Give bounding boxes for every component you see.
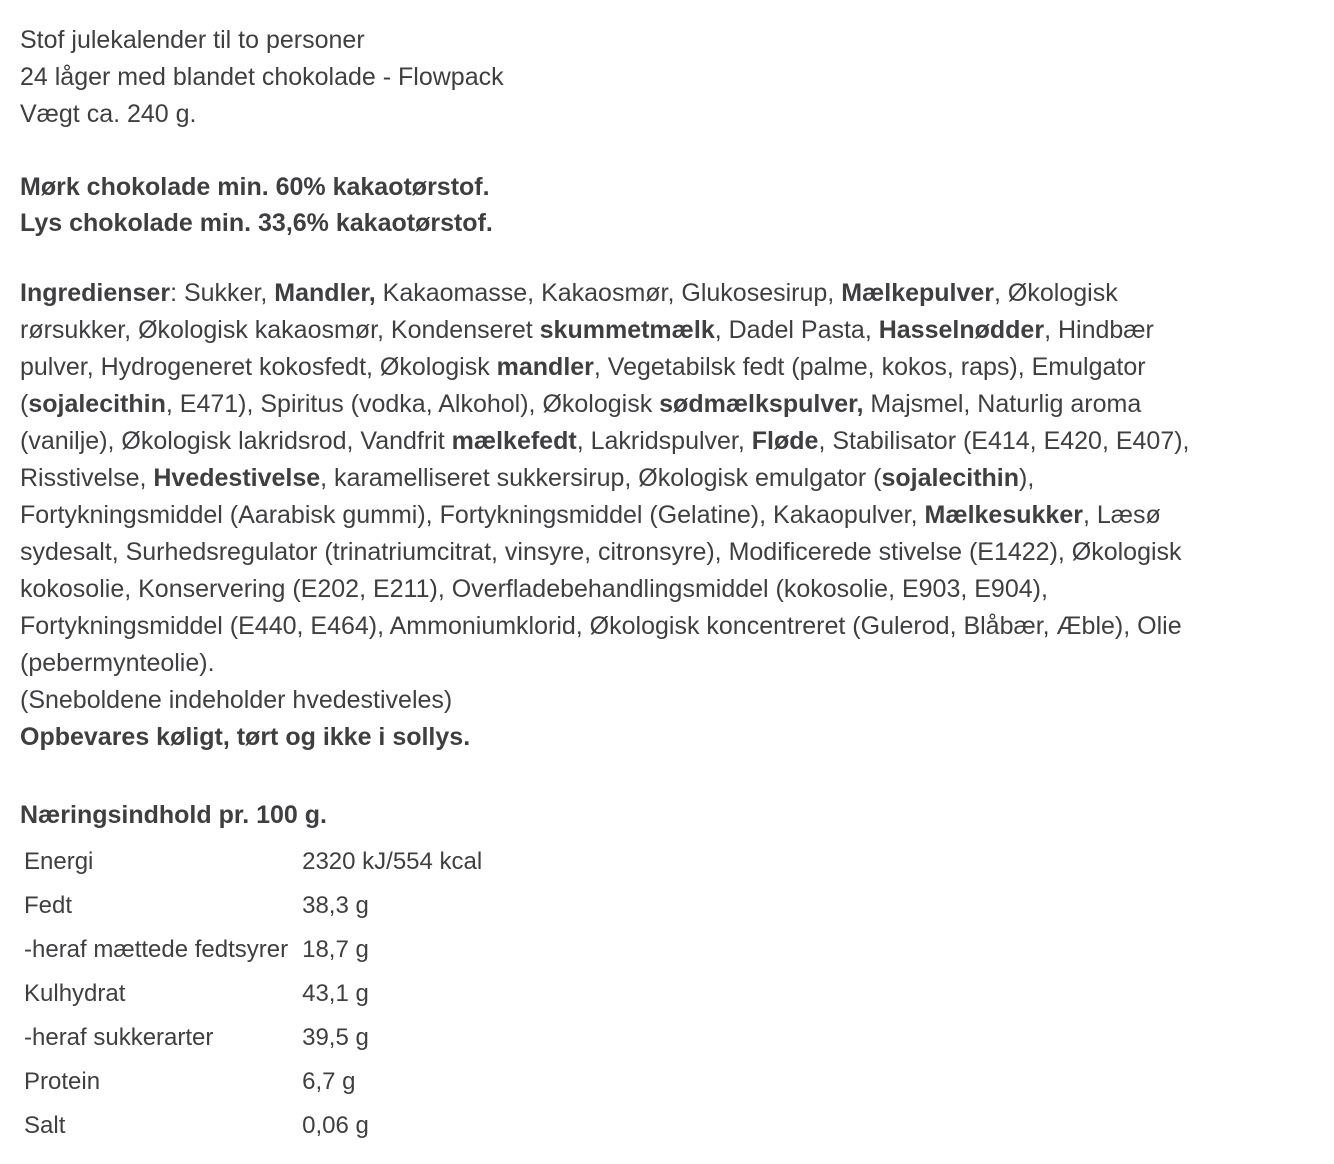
nutrition-label: Protein: [24, 1068, 101, 1095]
table-row: [20, 1104, 482, 1148]
ingredient-text: , E471), Spiritus (vodka, Alkohol), Økologisk: [165, 390, 660, 418]
allergen-term: Mandler,: [274, 279, 376, 307]
allergen-term: sojalecithin: [28, 390, 166, 418]
ingredient-text: , Læsø sydesalt, Surhedsregulator (trinatriumcitrat, vinsyre, citronsyre), Modificerede stivelse (E1422), Økologisk kokosolie, Konservering (E202, E211), Overfladebehandlingsmiddel (kokosolie, E903, E904), Fortykningsmiddel (E440, E464), Ammoniumklorid, Økologisk koncentreret (Gulerod, Blåbær, Æble), Olie (pebermynteolie).: [20, 501, 1182, 677]
ingredients-separator: :: [170, 279, 184, 307]
allergen-term: mandler: [496, 353, 594, 381]
table-row: [20, 884, 482, 928]
allergen-term: Fløde: [751, 427, 819, 455]
product-intro: [20, 22, 1220, 133]
ingredient-text: , karamelliseret sukkersirup, Økologisk emulgator (: [320, 464, 882, 492]
ingredient-text: , Vegetabilsk fedt (palme, kokos, raps), Emulgator (: [20, 353, 1146, 418]
allergen-term: sojalecithin: [881, 464, 1020, 492]
table-row: [20, 840, 482, 884]
nutrition-table: [20, 840, 482, 1148]
table-row: [20, 1060, 482, 1104]
nutrition-title: Næringsindhold pr. 100 g.: [20, 801, 327, 829]
product-contents-line: 24 låger med blandet chokolade - Flowpack: [20, 63, 504, 91]
nutrition-value: 38,3 g: [302, 892, 369, 919]
ingredient-text: , Økologisk rørsukker, Økologisk kakaosmør, Kondenseret: [20, 279, 1118, 344]
ingredient-text: , Dadel Pasta,: [714, 316, 879, 344]
ingredient-text: Kakaomasse, Kakaosmør, Glukosesirup,: [375, 279, 842, 307]
dark-chocolate-claim: Mørk chokolade min. 60% kakaotørstof.: [20, 173, 490, 201]
ingredients-paragraph: [20, 275, 1216, 682]
nutrition-label: -heraf sukkerarter: [24, 1024, 214, 1051]
product-title: Stof julekalender til to personer: [20, 26, 365, 54]
nutrition-label: -heraf mættede fedtsyrer: [24, 936, 289, 963]
ingredient-text: , Stabilisator (E414, E420, E407), Risstivelse,: [20, 427, 1190, 492]
allergen-term: Hasselnødder: [878, 316, 1045, 344]
nutrition-value: 39,5 g: [302, 1024, 369, 1051]
spacer-before-nutrition: [20, 756, 1314, 798]
ingredients-heading: Ingredienser: [20, 279, 171, 307]
allergen-term: sødmælkspulver,: [659, 390, 864, 418]
ingredient-text: ), Fortykningsmiddel (Aarabisk gummi), Fortykningsmiddel (Gelatine), Kakaopulver,: [20, 464, 1035, 529]
nutrition-value: 18,7 g: [302, 936, 369, 963]
light-chocolate-claim: Lys chokolade min. 33,6% kakaotørstof.: [20, 209, 493, 237]
nutrition-label: Fedt: [24, 892, 73, 919]
ingredient-text: Majsmel, Naturlig aroma (vanilje), Økologisk lakridsrod, Vandfrit: [20, 390, 1142, 455]
storage-instruction: Opbevares køligt, tørt og ikke i sollys.: [20, 723, 471, 751]
ingredient-text: , Hindbær pulver, Hydrogeneret kokosfedt, Økologisk: [20, 316, 1154, 381]
allergen-term: mælkefedt: [451, 427, 577, 455]
spacer-after-intro: [20, 133, 1314, 169]
ingredients-note: (Sneboldene indeholder hvedestiveles): [20, 686, 453, 714]
table-row: [20, 928, 482, 972]
spacer-after-claims: [20, 241, 1314, 275]
allergen-term: Mælkepulver: [841, 279, 995, 307]
nutrition-value: 6,7 g: [302, 1068, 356, 1095]
cocoa-claims: [20, 169, 1314, 241]
nutrition-label: Kulhydrat: [24, 980, 126, 1007]
ingredients-list: [20, 279, 1190, 677]
ingredient-text: Sukker,: [183, 279, 275, 307]
product-weight-line: Vægt ca. 240 g.: [20, 100, 197, 128]
table-row: [20, 972, 482, 1016]
allergen-term: Hvedestivelse: [153, 464, 321, 492]
ingredient-text: , Lakridspulver,: [576, 427, 752, 455]
allergen-term: Mælkesukker: [924, 501, 1083, 529]
nutrition-label: Salt: [24, 1112, 66, 1139]
allergen-term: skummetmælk: [539, 316, 715, 344]
nutrition-label: Energi: [24, 848, 94, 875]
nutrition-value: 0,06 g: [302, 1112, 369, 1139]
nutrition-value: 43,1 g: [302, 980, 369, 1007]
table-row: [20, 1016, 482, 1060]
nutrition-value: 2320 kJ/554 kcal: [302, 848, 483, 875]
